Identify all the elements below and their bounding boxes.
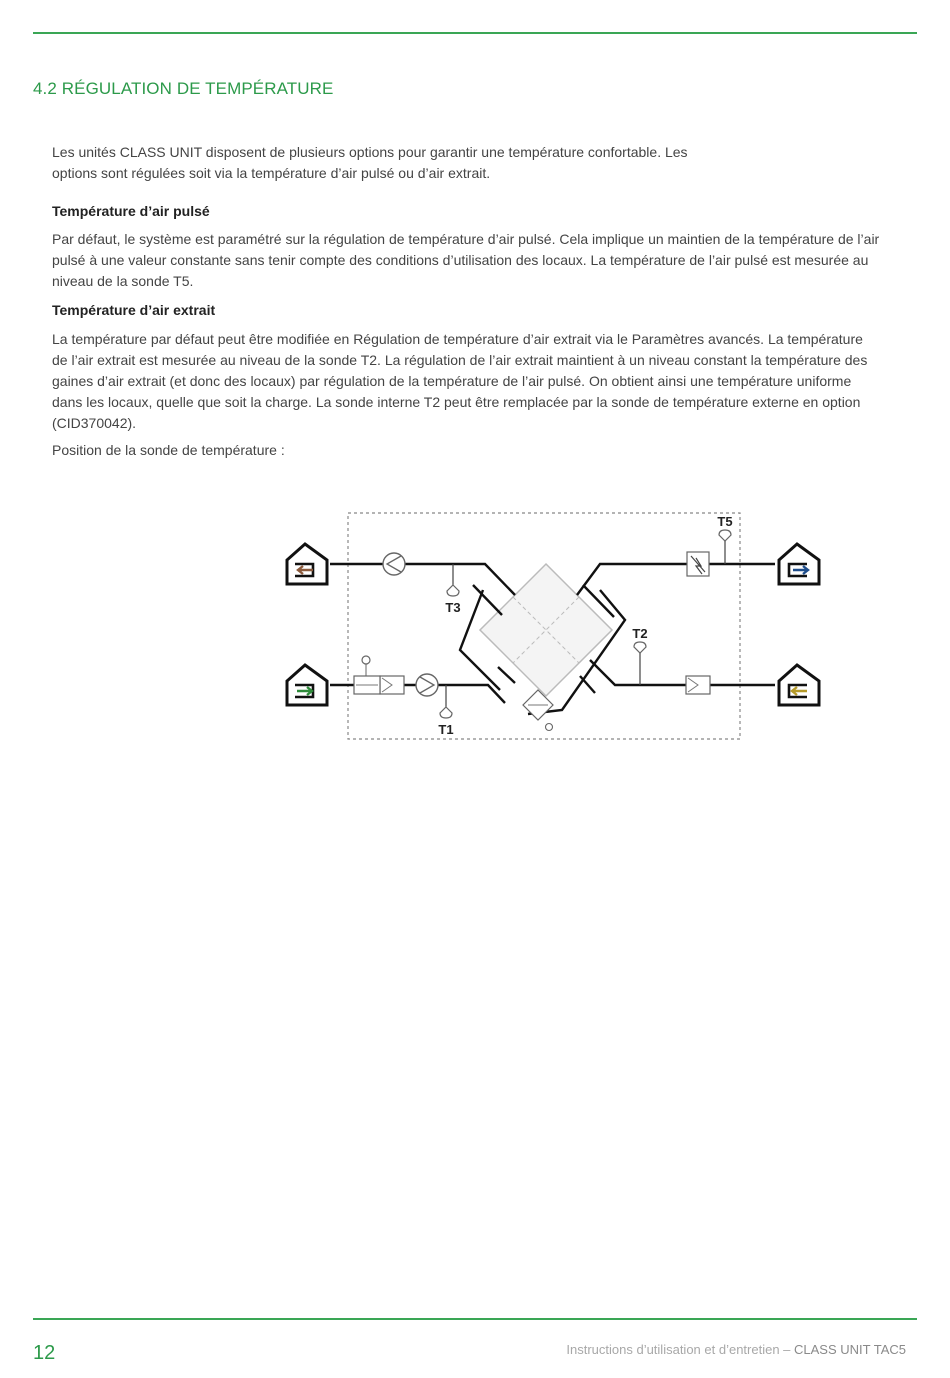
sensor-label-t3: T3 xyxy=(445,600,461,615)
footer-text: Instructions d’utilisation et d’entretien – xyxy=(566,1342,795,1357)
sensor-position-diagram xyxy=(270,500,840,750)
fan-icon-bottom xyxy=(416,674,438,696)
fan-icon-top xyxy=(383,553,405,575)
sensor-label-t2: T2 xyxy=(632,626,648,641)
house-icon-top-right xyxy=(779,544,819,584)
extract-subtitle: Température d’air extrait xyxy=(52,302,216,318)
intro-paragraph: Les unités CLASS UNIT disposent de plusieurs options pour garantir une température confortable. Les options sont régulées soit via la température d’air pulsé ou d’air extrait. xyxy=(52,144,688,181)
footer-title xyxy=(566,1342,906,1357)
damper-icon xyxy=(354,656,380,694)
section-title: 4.2 RÉGULATION DE TEMPÉRATURE xyxy=(33,79,334,98)
house-icon-top-left xyxy=(287,544,327,584)
supply-paragraph: Par défaut, le système est paramétré sur la régulation de température d’air pulsé. Cela implique un maintien de la température de l’air pulsé à une valeur constante sans tenir compte des conditions d’utilisation des locaux. La température de l’air pulsé est mesurée au niveau de la sonde T5. xyxy=(52,231,880,289)
heater-icon xyxy=(687,552,709,576)
bypass-icon xyxy=(523,690,553,731)
sensor-label-t1: T1 xyxy=(438,722,454,737)
footer-rule xyxy=(33,1318,917,1320)
header-rule xyxy=(33,32,917,34)
filter-icon-bottom-left xyxy=(380,676,404,694)
sensor-t5 xyxy=(717,514,732,564)
sensor-t3 xyxy=(445,564,460,615)
page-number: 12 xyxy=(33,1342,56,1364)
extract-paragraph: La température par défaut peut être modifiée en Régulation de température d’air extrait via le Paramètres avancés. La température de l’air extrait est mesurée au niveau de la sonde T2. La régulation de l’air extrait maintient à un niveau constant la température des gaines d’air extrait (et donc des locaux) par régulation de la température de l’air pulsé. On obtient ainsi une température uniforme dans les locaux, quelle que soit la charge. La sonde interne T2 peut être remplacée par la sonde de température externe en option (CID370042). xyxy=(52,331,868,431)
sensor-t2 xyxy=(632,626,647,685)
sensor-label-t5: T5 xyxy=(717,514,733,529)
diagram-caption: Position de la sonde de température : xyxy=(52,442,285,458)
footer-product: CLASS UNIT TAC5 xyxy=(794,1342,906,1357)
house-icon-bottom-right xyxy=(779,665,819,705)
supply-subtitle: Température d’air pulsé xyxy=(52,203,210,219)
heat-exchanger xyxy=(480,564,612,696)
house-icon-bottom-left xyxy=(287,665,327,705)
filter-icon-bottom-right xyxy=(686,676,710,694)
sensor-t1 xyxy=(438,685,453,737)
